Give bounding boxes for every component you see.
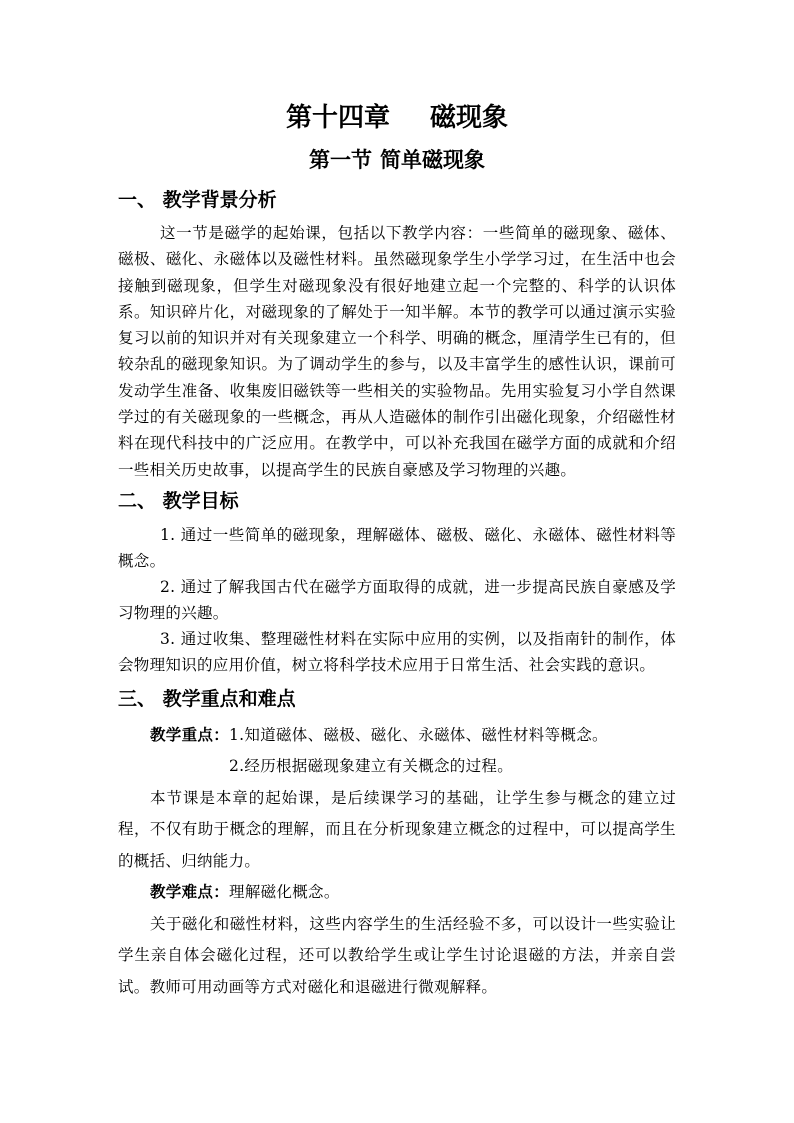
difficulty-paragraph: 关于磁化和磁性材料，这些内容学生的生活经验不多，可以设计一些实验让学生亲自体会磁化过程，还可以教给学生或让学生讨论退磁的方法，并亲自尝试。教师可用动画等方式对磁化和退磁进行微观解释。 (118, 914, 676, 996)
chapter-number: 第十四章 (285, 103, 390, 133)
difficulty-label: 教学难点： (150, 883, 230, 902)
difficulty-text: 理解磁化概念。 (229, 883, 340, 902)
objective-item: 2. 通过了解我国古代在磁学方面取得的成就，进一步提高民族自豪感及学习物理的兴趣。 (118, 577, 676, 622)
focus-items (229, 720, 676, 783)
section-name: 简单磁现象 (380, 148, 485, 172)
focus-item: 2.经历根据磁现象建立有关概念的过程。 (229, 757, 514, 776)
section-title (118, 146, 676, 174)
chapter-name: 磁现象 (430, 103, 509, 133)
objectives-list (118, 522, 676, 678)
section-number: 第一节 (309, 148, 372, 172)
chapter-title (118, 101, 676, 135)
background-heading: 一、 教学背景分析 (118, 189, 277, 211)
objectives-heading: 二、 教学目标 (118, 489, 239, 512)
background-paragraph: 这一节是磁学的起始课，包括以下教学内容：一些简单的磁现象、磁体、磁极、磁化、永磁体以及磁性材料。虽然磁现象学生小学学习过，在生活中也会接触到磁现象，但学生对磁现象没有很好地建立起一个完整的、科学的认识体系。知识碎片化，对磁现象的了解处于一知半解。本节的教学可以通过演示实验复习以前的知识并对有关现象建立一个科学、明确的概念，厘清学生已有的，但较杂乱的磁现象知识。为了调动学生的参与，以及丰富学生的感性认识，课前可发动学生准备、收集废旧磁铁等一些相关的实验物品。先用实验复习小学自然课学过的有关磁现象的一些概念，再从人造磁体的制作引出磁化现象，介绍磁性材料在现代科技中的广泛应用。在教学中，可以补充我国在磁学方面的成就和介绍一些相关历史故事，以提高学生的民族自豪感及学习物理的兴趣。 (118, 224, 676, 479)
focus-label: 教学重点： (150, 725, 230, 744)
objective-item: 3. 通过收集、整理磁性材料在实际中应用的实例，以及指南针的制作，体会物理知识的应用价值，树立将科学技术应用于日常生活、社会实践的意识。 (118, 629, 676, 674)
focus-block (118, 720, 676, 783)
focus-item: 1.知道磁体、磁极、磁化、永磁体、磁性材料等概念。 (229, 725, 608, 744)
difficulty-line (118, 877, 676, 909)
key-points-heading: 三、 教学重点和难点 (118, 687, 296, 710)
objective-item: 1. 通过一些简单的磁现象，理解磁体、磁极、磁化、永磁体、磁性材料等概念。 (118, 525, 676, 570)
key-points-content (118, 720, 676, 1004)
focus-paragraph: 本节课是本章的起始课，是后续课学习的基础，让学生参与概念的建立过程，不仅有助于概念的理解，而且在分析现象建立概念的过程中，可以提高学生的概括、归纳能力。 (118, 788, 676, 870)
